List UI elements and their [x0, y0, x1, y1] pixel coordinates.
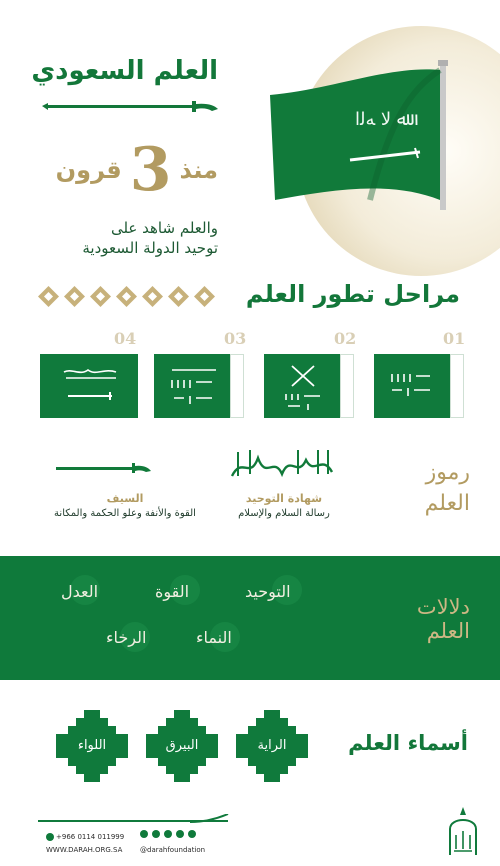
flag-hoist — [340, 354, 354, 418]
snapchat-icon[interactable] — [140, 830, 148, 838]
stage-flag-3 — [154, 354, 244, 418]
since-heading — [55, 135, 218, 205]
shahada-calligraphy-icon — [228, 446, 336, 484]
symbols-title-line-1: رموز — [425, 460, 470, 485]
shahada-description: رسالة السلام والإسلام — [238, 508, 330, 519]
shahada-title: شهادة التوحيد — [245, 492, 323, 505]
sword-title: السيف — [106, 492, 144, 505]
name-badge-3 — [56, 710, 128, 782]
footer-swoosh — [190, 814, 230, 824]
website-link[interactable]: WWW.DARAH.ORG.SA — [46, 846, 123, 854]
flag-hoist — [230, 354, 244, 418]
facebook-icon[interactable] — [176, 830, 184, 838]
stages-title: مراحل تطور العلم — [245, 280, 460, 308]
meaning-growth: النماء — [196, 628, 232, 647]
svg-text:ﷲ ﻻ ﻪﻟﺍ: ﷲ ﻻ ﻪﻟﺍ — [355, 109, 408, 130]
symbols-title-line-2: العلم — [424, 491, 470, 516]
meanings-title-line-1: دلالات — [416, 595, 470, 619]
page-title: العلم السعودي — [31, 56, 218, 86]
witness-line-2: توحيد الدولة السعودية — [82, 239, 218, 257]
youtube-icon[interactable] — [152, 830, 160, 838]
name-badge-1 — [236, 710, 308, 782]
flag-hoist — [450, 354, 464, 418]
witness-text — [82, 218, 218, 258]
names-title: أسماء العلم — [348, 731, 468, 755]
diamond-icon — [90, 286, 111, 307]
name-label-3: اللواء — [77, 738, 107, 753]
centuries-number: 3 — [129, 135, 172, 205]
diamond-divider — [38, 286, 215, 307]
diamond-icon — [168, 286, 189, 307]
saudi-flag-image — [270, 60, 480, 210]
diamond-icon — [142, 286, 163, 307]
meaning-prosperity: الرخاء — [106, 628, 147, 647]
centuries-word: قرون — [55, 156, 122, 184]
sword-icon — [42, 99, 220, 113]
shahada-script-icon — [388, 368, 438, 404]
shahada-sword-icon — [58, 364, 124, 408]
social-icons — [140, 830, 198, 838]
since-word: منذ — [179, 156, 218, 184]
meaning-justice: العدل — [61, 582, 99, 601]
sword-shahada-icon — [166, 364, 222, 410]
phone-number[interactable]: +966 0114 011999 — [56, 833, 125, 841]
darah-logo — [446, 805, 480, 857]
name-label-2: البيرق — [165, 738, 199, 753]
stage-flag-2 — [264, 354, 354, 418]
name-label-1: الراية — [257, 738, 287, 753]
phone-row — [46, 833, 124, 841]
symbols-title — [380, 460, 470, 516]
meaning-strength: القوة — [155, 582, 190, 601]
instagram-icon[interactable] — [164, 830, 172, 838]
twitter-icon[interactable] — [188, 830, 196, 838]
meanings-title-line-2: العلم — [426, 619, 470, 643]
stage-flag-1 — [374, 354, 464, 418]
diamond-icon — [64, 286, 85, 307]
witness-line-1: والعلم شاهد على — [110, 219, 218, 237]
meaning-tawheed: التوحيد — [245, 582, 291, 601]
diamond-icon — [116, 286, 137, 307]
phone-icon — [46, 833, 54, 841]
stage-flag-4 — [40, 354, 138, 418]
diamond-icon — [38, 286, 59, 307]
sword-icon — [54, 462, 152, 474]
social-handle[interactable]: @darahfoundation — [140, 846, 206, 854]
sword-description: القوة والأنفة وعلو الحكمة والمكانة — [54, 508, 196, 519]
name-badge-2 — [146, 710, 218, 782]
crossed-swords-icon — [278, 362, 328, 412]
stage-number-4: 04 — [114, 329, 137, 348]
stage-number-1: 01 — [443, 329, 466, 348]
diamond-icon — [194, 286, 215, 307]
stage-number-2: 02 — [334, 329, 357, 348]
meanings-title — [380, 595, 470, 643]
stage-number-3: 03 — [224, 329, 247, 348]
